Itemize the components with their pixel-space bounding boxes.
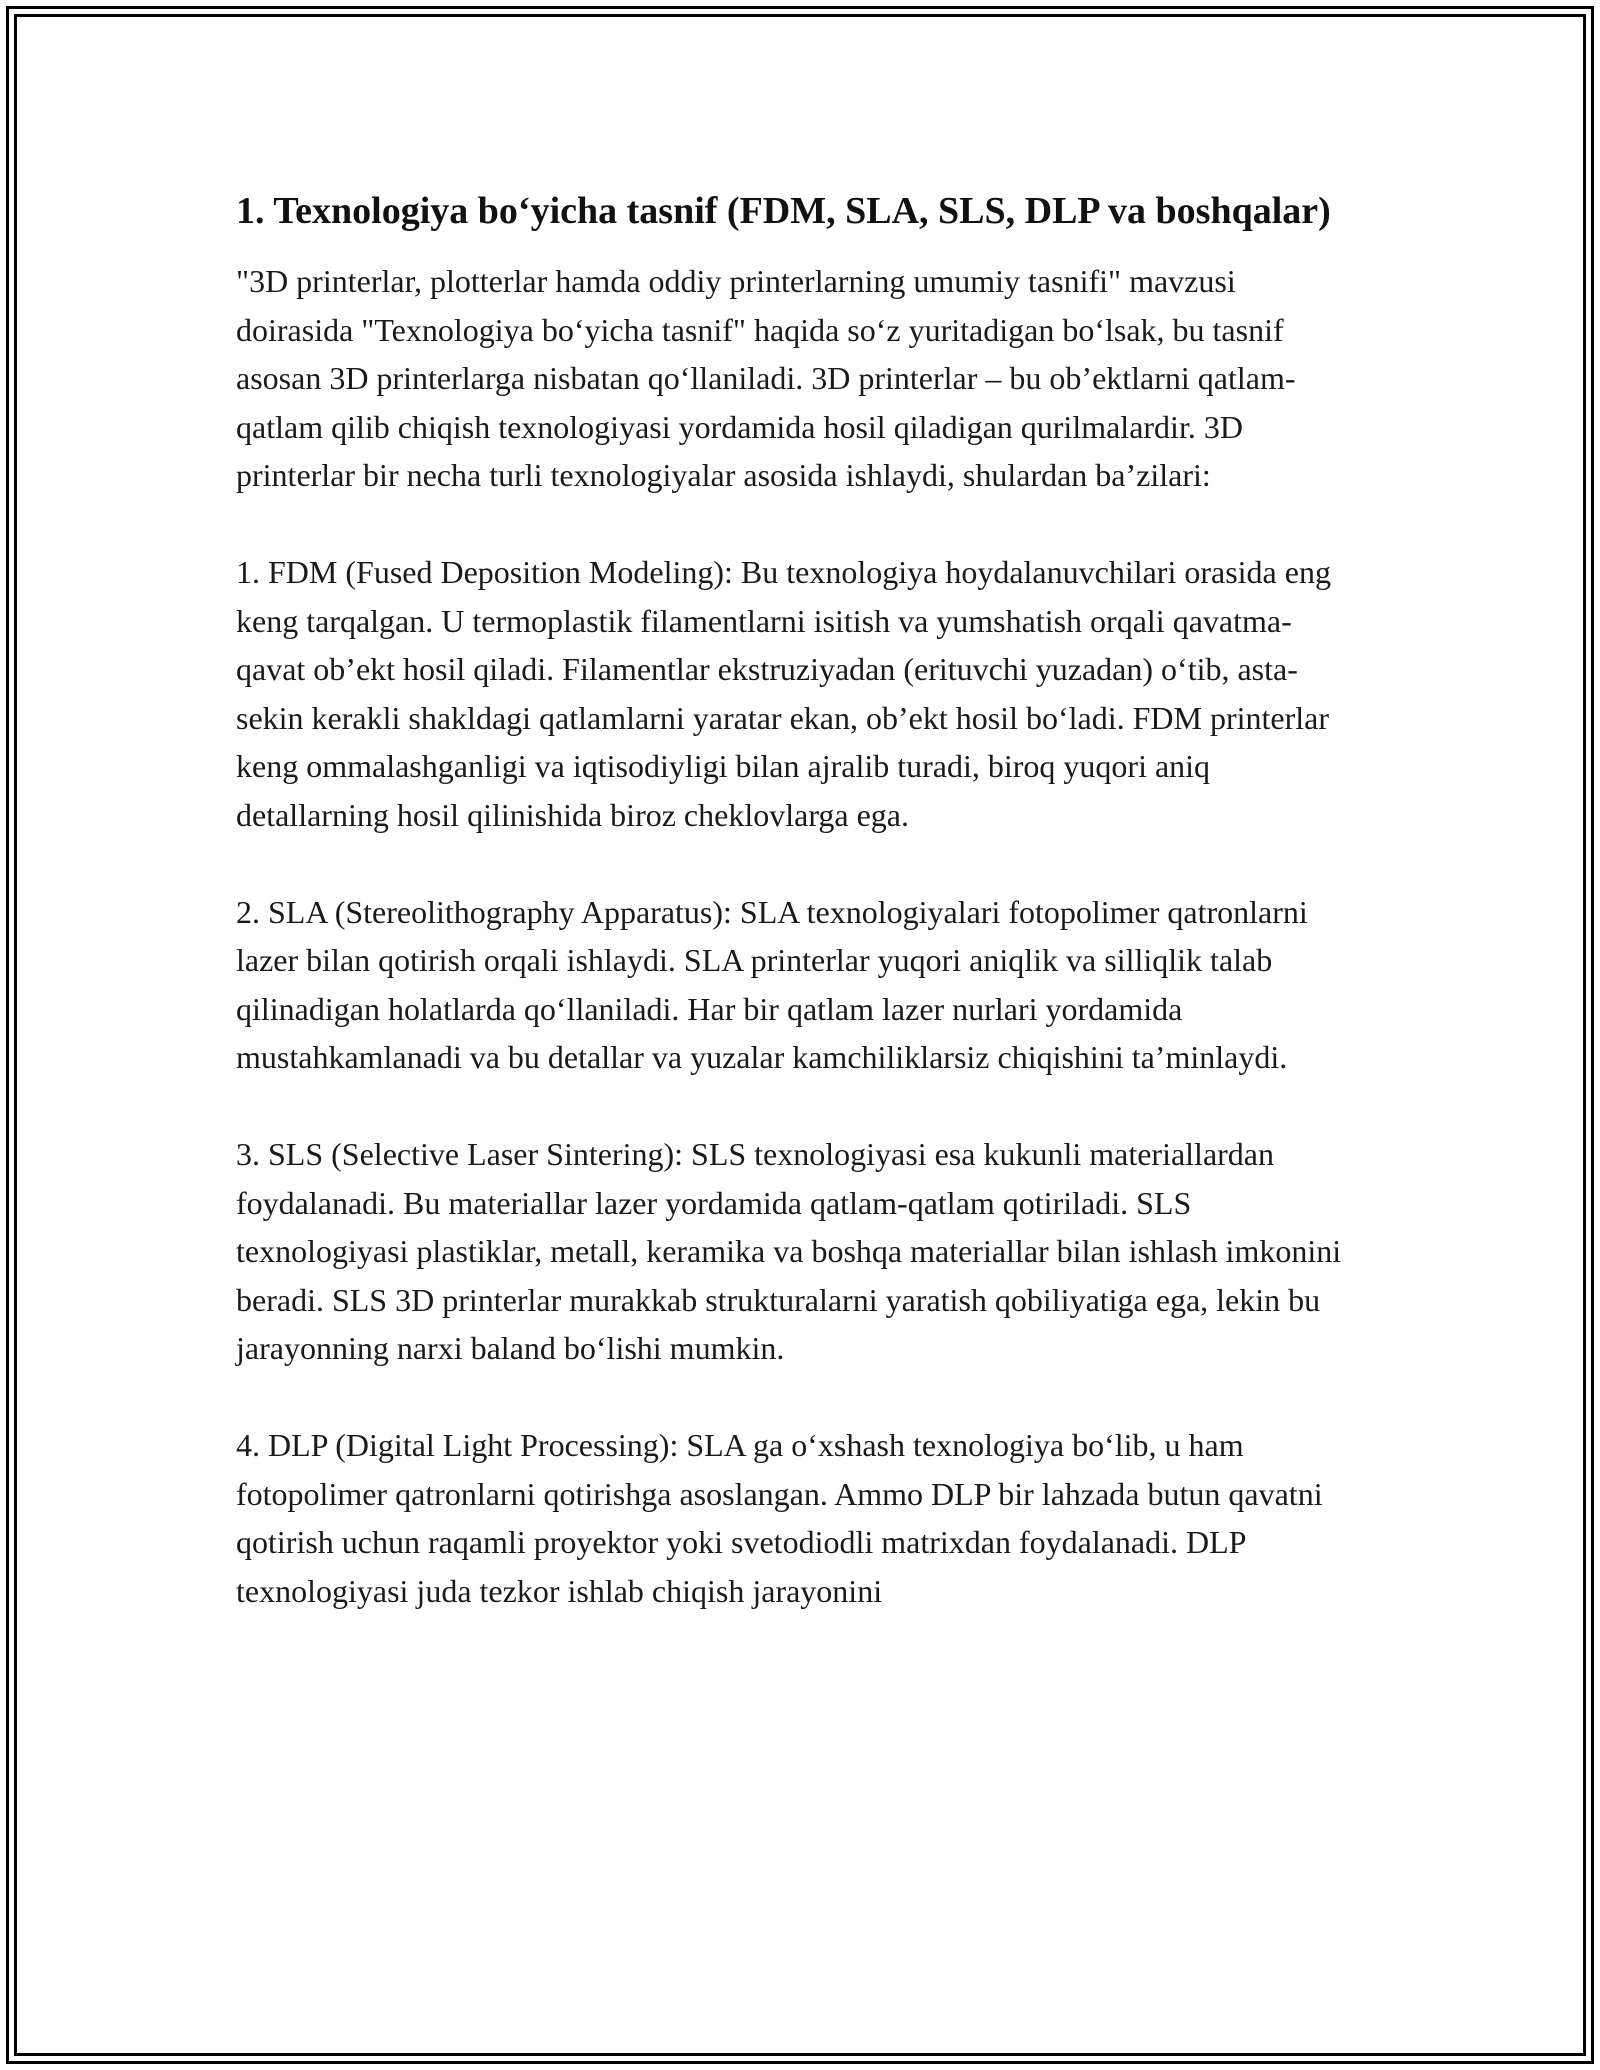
fdm-paragraph: 1. FDM (Fused Deposition Modeling): Bu texnologiya hoydalanuvchilari orasida eng keng tarqalgan. U termoplastik filamentlarni isitish va yumshatish orqali qavatma-qavat ob’ekt hosil qiladi. Filamentlar ekstruziyadan (erituvchi yuzadan) o‘tib, asta-sekin kerakli shakldagi qatlamlarni yaratar ekan, ob’ekt hosil bo‘ladi. FDM printerlar keng ommalashganligi va iqtisodiyligi bilan ajralib turadi, biroq yuqori aniq detallarning hosil qilinishida biroz cheklovlarga ega. (236, 554, 1331, 833)
dlp-paragraph: 4. DLP (Digital Light Processing): SLA ga o‘xshash texnologiya bo‘lib, u ham fotopolimer qatronlarni qotirishga asoslangan. Ammo DLP bir lahzada butun qavatni qotirish uchun raqamli proyektor yoki svetodiodli matrixdan foydalanadi. DLP texnologiyasi juda tezkor ishlab chiqish jarayonini (236, 1427, 1323, 1609)
document-body (236, 186, 1356, 1615)
sla-paragraph: 2. SLA (Stereolithography Apparatus): SLA texnologiyalari fotopolimer qatronlarni lazer bilan qotirish orqali ishlaydi. SLA printerlar yuqori aniqlik va silliqlik talab qilinadigan holatlarda qo‘llaniladi. Har bir qatlam lazer nurlari yordamida mustahkamlanadi va bu detallar va yuzalar kamchiliklarsiz chiqishini ta’minlaydi. (236, 893, 1308, 1075)
intro-paragraph: "3D printerlar, plotterlar hamda oddiy printerlarning umumiy tasnifi" mavzusi doirasida "Texnologiya bo‘yicha tasnif" haqida so‘z yuritadigan bo‘lsak, bu tasnif asosan 3D printerlarga nisbatan qo‘llaniladi. 3D printerlar – bu ob’ektlarni qatlam-qatlam qilib chiqish texnologiyasi yordamida hosil qiladigan qurilmalardir. 3D printerlar bir necha turli texnologiyalar asosida ishlaydi, shulardan ba’zilari: (236, 263, 1296, 493)
section-heading: 1. Texnologiya bo‘yicha tasnif (FDM, SLA, SLS, DLP va boshqalar) (236, 190, 1331, 232)
sls-paragraph: 3. SLS (Selective Laser Sintering): SLS texnologiyasi esa kukunli materiallardan foydalanadi. Bu materiallar lazer yordamida qatlam-qatlam qotiriladi. SLS texnologiyasi plastiklar, metall, keramika va boshqa materiallar bilan ishlash imkonini beradi. SLS 3D printerlar murakkab strukturalarni yaratish qobiliyatiga ega, lekin bu jarayonning narxi baland bo‘lishi mumkin. (236, 1136, 1342, 1366)
